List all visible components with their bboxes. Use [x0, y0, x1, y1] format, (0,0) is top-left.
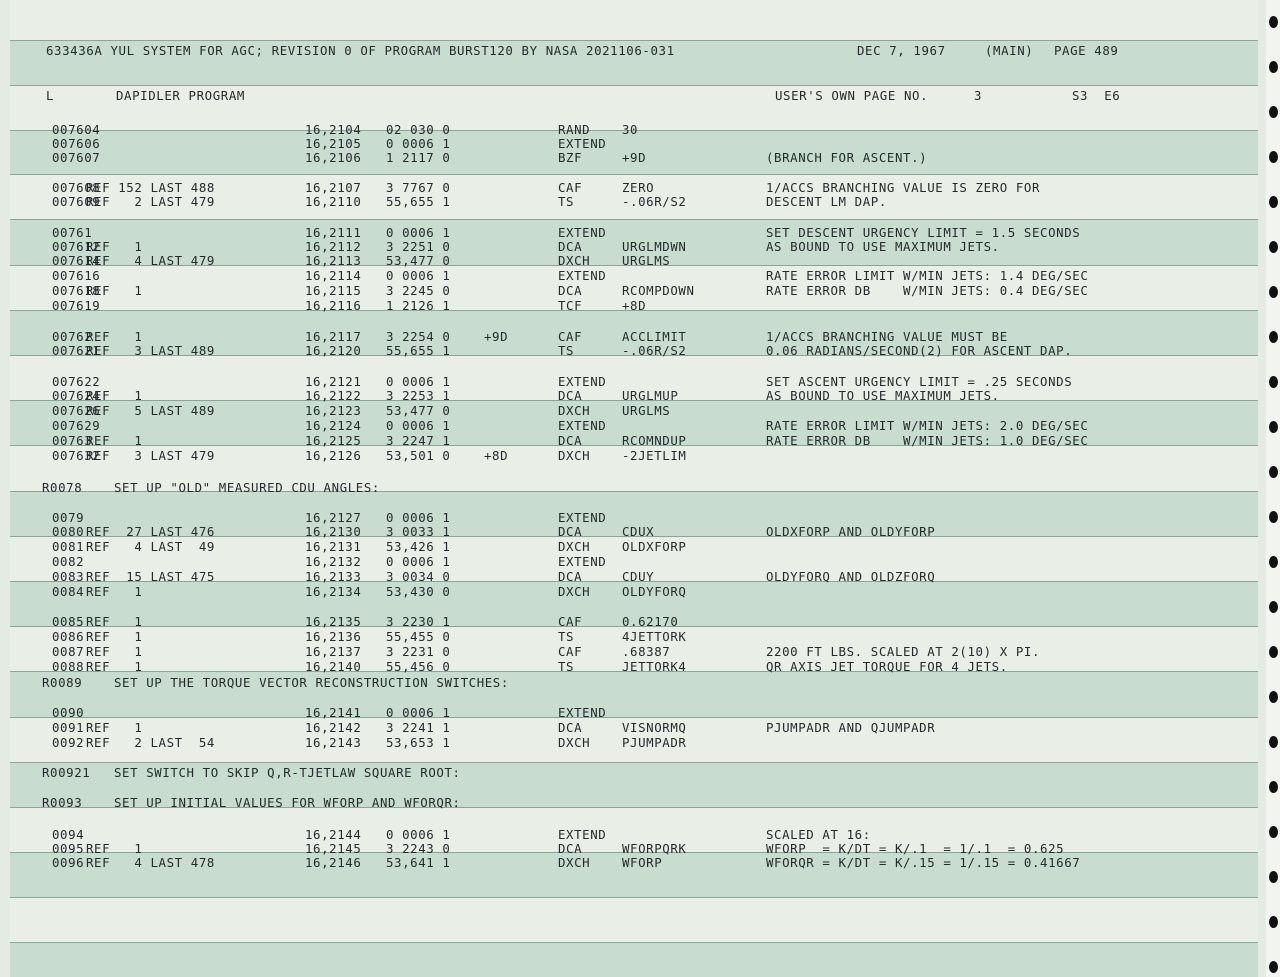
opcode: EXTEND [558, 225, 607, 240]
reference: REF 152 LAST 488 [86, 180, 215, 195]
comment: OLDXFORP AND OLDYFORP [766, 524, 936, 539]
octal-word: 55,655 1 [386, 194, 451, 209]
sprocket-hole [1269, 511, 1278, 523]
sprocket-hole [1269, 331, 1278, 343]
operand: OLDYFORQ [622, 584, 687, 599]
paper-band [10, 897, 1258, 942]
operand: -2JETLIM [622, 448, 687, 463]
octal-word: 3 2254 0 [386, 329, 451, 344]
sprocket-hole [1269, 61, 1278, 73]
memory-address: 16,2112 [305, 239, 362, 254]
opcode: TS [558, 343, 575, 358]
comment: RATE ERROR LIMIT W/MIN JETS: 2.0 DEG/SEC [766, 418, 1089, 433]
sequence-number: 0090 [52, 705, 85, 720]
reference: REF 1 [86, 239, 143, 254]
operand: WFORP [622, 855, 663, 870]
octal-word: 55,455 0 [386, 629, 451, 644]
reference: REF 1 [86, 283, 143, 298]
opcode: DXCH [558, 403, 591, 418]
remark-text: SET UP INITIAL VALUES FOR WFORP AND WFORQR: [114, 795, 461, 810]
sequence-number: 007612 [52, 239, 101, 254]
sequence-number: 0079 [52, 510, 85, 525]
band-rule [10, 897, 1258, 898]
octal-word: 1 2117 0 [386, 150, 451, 165]
sequence-number: 007608 [52, 180, 101, 195]
octal-word: 3 2243 0 [386, 841, 451, 856]
sprocket-hole [1269, 466, 1278, 478]
opcode: DXCH [558, 584, 591, 599]
comment: 2200 FT LBS. SCALED AT 2(10) X PI. [766, 644, 1041, 659]
reference: REF 27 LAST 476 [86, 524, 215, 539]
sequence-number: 007606 [52, 136, 101, 151]
operand: CDUX [622, 524, 655, 539]
sequence-number: 00761 [52, 225, 93, 240]
sequence-number: 0083 [52, 569, 85, 584]
reference: REF 3 LAST 489 [86, 343, 215, 358]
operand: URGLMS [622, 253, 671, 268]
sequence-number: 0091 [52, 720, 85, 735]
sprocket-hole [1269, 16, 1278, 28]
operand: WFORPQRK [622, 841, 687, 856]
opcode: BZF [558, 150, 583, 165]
page-codes: S3 E6 [1072, 88, 1121, 103]
opcode: DXCH [558, 855, 591, 870]
listing-section: (MAIN) [985, 43, 1034, 58]
octal-word: 55,655 1 [386, 343, 451, 358]
octal-word: 3 0033 1 [386, 524, 451, 539]
sprocket-hole [1269, 241, 1278, 253]
sequence-number: 007614 [52, 253, 101, 268]
sprocket-hole [1269, 106, 1278, 118]
octal-word: 3 2241 1 [386, 720, 451, 735]
sequence-number: 0088 [52, 659, 85, 674]
reference: REF 2 LAST 54 [86, 735, 215, 750]
sequence-number: 007609 [52, 194, 101, 209]
sequence-number: 0082 [52, 554, 85, 569]
memory-address: 16,2120 [305, 343, 362, 358]
paper-band [10, 942, 1258, 977]
opcode: DXCH [558, 735, 591, 750]
opcode: CAF [558, 180, 583, 195]
memory-address: 16,2132 [305, 554, 362, 569]
opcode: DCA [558, 239, 583, 254]
reference: REF 1 [86, 433, 143, 448]
memory-address: 16,2125 [305, 433, 362, 448]
sequence-number: 0095 [52, 841, 85, 856]
operand: OLDXFORP [622, 539, 687, 554]
reference: REF 1 [86, 584, 143, 599]
octal-word: 3 0034 0 [386, 569, 451, 584]
memory-address: 16,2114 [305, 268, 362, 283]
memory-address: 16,2134 [305, 584, 362, 599]
memory-address: 16,2133 [305, 569, 362, 584]
opcode: TS [558, 659, 575, 674]
octal-word: 02 030 0 [386, 122, 451, 137]
operand: +9D [622, 150, 647, 165]
opcode: TS [558, 629, 575, 644]
sequence-number: 0086 [52, 629, 85, 644]
sprocket-hole [1269, 286, 1278, 298]
operand: 30 [622, 122, 639, 137]
opcode: DXCH [558, 448, 591, 463]
paper-band [10, 0, 1258, 40]
memory-address: 16,2130 [305, 524, 362, 539]
users-page-label: USER'S OWN PAGE NO. [775, 88, 929, 103]
sprocket-hole [1269, 961, 1278, 973]
listing-title: 633436A YUL SYSTEM FOR AGC; REVISION 0 OF PROGRAM BURST120 BY NASA 2021106-031 [46, 43, 675, 58]
octal-word: 53,426 1 [386, 539, 451, 554]
reference: REF 4 LAST 479 [86, 253, 215, 268]
sprocket-hole [1269, 646, 1278, 658]
opcode: DCA [558, 433, 583, 448]
operand: -.06R/S2 [622, 343, 687, 358]
reference: REF 5 LAST 489 [86, 403, 215, 418]
location-tag: +9D [484, 329, 509, 344]
octal-word: 55,456 0 [386, 659, 451, 674]
band-rule [10, 85, 1258, 86]
sequence-number: 007626 [52, 403, 101, 418]
comment: QR AXIS JET TORQUE FOR 4 JETS. [766, 659, 1008, 674]
opcode: RAND [558, 122, 591, 137]
reference: REF 1 [86, 388, 143, 403]
operand: URGLMUP [622, 388, 679, 403]
memory-address: 16,2113 [305, 253, 362, 268]
comment: WFORQR = K/DT = K/.15 = 1/.15 = 0.41667 [766, 855, 1081, 870]
reference: REF 1 [86, 629, 143, 644]
memory-address: 16,2115 [305, 283, 362, 298]
band-rule [10, 762, 1258, 763]
comment: (BRANCH FOR ASCENT.) [766, 150, 928, 165]
users-page-number: 3 [974, 88, 983, 103]
reference: REF 1 [86, 841, 143, 856]
operand: .68387 [622, 644, 671, 659]
octal-word: 0 0006 1 [386, 510, 451, 525]
sequence-number: 007618 [52, 283, 101, 298]
sequence-number: 0084 [52, 584, 85, 599]
sequence-number: 007607 [52, 150, 101, 165]
comment: SET ASCENT URGENCY LIMIT = .25 SECONDS [766, 374, 1073, 389]
memory-address: 16,2116 [305, 298, 362, 313]
memory-address: 16,2106 [305, 150, 362, 165]
opcode: EXTEND [558, 374, 607, 389]
opcode: DXCH [558, 539, 591, 554]
reference: REF 1 [86, 614, 143, 629]
opcode: TS [558, 194, 575, 209]
sprocket-hole [1269, 556, 1278, 568]
sprocket-hole [1269, 871, 1278, 883]
comment: 1/ACCS BRANCHING VALUE IS ZERO FOR [766, 180, 1041, 195]
opcode: DCA [558, 524, 583, 539]
memory-address: 16,2142 [305, 720, 362, 735]
octal-word: 0 0006 1 [386, 827, 451, 842]
sequence-number: 0087 [52, 644, 85, 659]
comment: 1/ACCS BRANCHING VALUE MUST BE [766, 329, 1008, 344]
comment: OLDYFORQ AND OLDZFORQ [766, 569, 936, 584]
sequence-number: 00762 [52, 329, 93, 344]
band-rule [10, 174, 1258, 175]
memory-address: 16,2122 [305, 388, 362, 403]
reference: REF 4 LAST 49 [86, 539, 215, 554]
operand: 0.62170 [622, 614, 679, 629]
sequence-number: 00763 [52, 433, 93, 448]
memory-address: 16,2131 [305, 539, 362, 554]
program-name: DAPIDLER PROGRAM [116, 88, 245, 103]
sprocket-hole [1269, 151, 1278, 163]
remark-text: SET SWITCH TO SKIP Q,R-TJETLAW SQUARE ROOT: [114, 765, 461, 780]
octal-word: 0 0006 1 [386, 418, 451, 433]
opcode: DCA [558, 388, 583, 403]
sprocket-hole [1269, 826, 1278, 838]
memory-address: 16,2145 [305, 841, 362, 856]
memory-address: 16,2137 [305, 644, 362, 659]
octal-word: 0 0006 1 [386, 705, 451, 720]
memory-address: 16,2107 [305, 180, 362, 195]
octal-word: 0 0006 1 [386, 374, 451, 389]
memory-address: 16,2135 [305, 614, 362, 629]
reference: REF 4 LAST 478 [86, 855, 215, 870]
memory-address: 16,2104 [305, 122, 362, 137]
memory-address: 16,2143 [305, 735, 362, 750]
comment: RATE ERROR DB W/MIN JETS: 0.4 DEG/SEC [766, 283, 1089, 298]
sprocket-hole [1269, 601, 1278, 613]
sprocket-hole [1269, 916, 1278, 928]
operand: URGLMDWN [622, 239, 687, 254]
comment: 0.06 RADIANS/SECOND(2) FOR ASCENT DAP. [766, 343, 1073, 358]
sequence-number: 0085 [52, 614, 85, 629]
comment: RATE ERROR DB W/MIN JETS: 1.0 DEG/SEC [766, 433, 1089, 448]
band-rule [10, 942, 1258, 943]
octal-word: 0 0006 1 [386, 554, 451, 569]
reference: REF 2 LAST 479 [86, 194, 215, 209]
octal-word: 0 0006 1 [386, 225, 451, 240]
memory-address: 16,2127 [305, 510, 362, 525]
operand: -.06R/S2 [622, 194, 687, 209]
opcode: DCA [558, 283, 583, 298]
sprocket-hole [1269, 421, 1278, 433]
octal-word: 0 0006 1 [386, 136, 451, 151]
opcode: CAF [558, 614, 583, 629]
sprocket-hole [1269, 736, 1278, 748]
reference: REF 15 LAST 475 [86, 569, 215, 584]
comment: SET DESCENT URGENCY LIMIT = 1.5 SECONDS [766, 225, 1081, 240]
sequence-number: 0081 [52, 539, 85, 554]
sequence-number: 007624 [52, 388, 101, 403]
opcode: DCA [558, 841, 583, 856]
operand: URGLMS [622, 403, 671, 418]
comment: RATE ERROR LIMIT W/MIN JETS: 1.4 DEG/SEC [766, 268, 1089, 283]
octal-word: 53,477 0 [386, 403, 451, 418]
octal-word: 3 2253 1 [386, 388, 451, 403]
octal-word: 53,501 0 [386, 448, 451, 463]
opcode: EXTEND [558, 554, 607, 569]
operand: ACCLIMIT [622, 329, 687, 344]
memory-address: 16,2140 [305, 659, 362, 674]
operand: CDUY [622, 569, 655, 584]
opcode: CAF [558, 644, 583, 659]
remark-id: R0078 [42, 480, 83, 495]
opcode: TCF [558, 298, 583, 313]
sprocket-hole [1269, 691, 1278, 703]
opcode: DCA [558, 720, 583, 735]
sequence-number: 007621 [52, 343, 101, 358]
sequence-number: 0096 [52, 855, 85, 870]
remark-text: SET UP "OLD" MEASURED CDU ANGLES: [114, 480, 380, 495]
sprocket-hole [1269, 781, 1278, 793]
comment: AS BOUND TO USE MAXIMUM JETS. [766, 388, 1000, 403]
octal-word: 3 2231 0 [386, 644, 451, 659]
reference: REF 1 [86, 659, 143, 674]
opcode: EXTEND [558, 705, 607, 720]
memory-address: 16,2111 [305, 225, 362, 240]
listing-date: DEC 7, 1967 [857, 43, 946, 58]
sequence-number: 007629 [52, 418, 101, 433]
remark-id: R0093 [42, 795, 83, 810]
remark-id: R00921 [42, 765, 91, 780]
memory-address: 16,2105 [305, 136, 362, 151]
octal-word: 3 2230 1 [386, 614, 451, 629]
memory-address: 16,2144 [305, 827, 362, 842]
reference: REF 1 [86, 329, 143, 344]
octal-word: 3 2247 1 [386, 433, 451, 448]
sprocket-hole [1269, 376, 1278, 388]
comment: AS BOUND TO USE MAXIMUM JETS. [766, 239, 1000, 254]
sequence-number: 007616 [52, 268, 101, 283]
octal-word: 0 0006 1 [386, 268, 451, 283]
operand: JETTORK4 [622, 659, 687, 674]
operand: ZERO [622, 180, 655, 195]
memory-address: 16,2136 [305, 629, 362, 644]
reference: REF 3 LAST 479 [86, 448, 215, 463]
sprocket-hole [1269, 196, 1278, 208]
octal-word: 3 2245 0 [386, 283, 451, 298]
reference: REF 1 [86, 720, 143, 735]
opcode: EXTEND [558, 136, 607, 151]
octal-word: 53,477 0 [386, 253, 451, 268]
opcode: EXTEND [558, 268, 607, 283]
opcode: CAF [558, 329, 583, 344]
band-rule [10, 717, 1258, 718]
sequence-number: 0092 [52, 735, 85, 750]
memory-address: 16,2141 [305, 705, 362, 720]
sequence-number: 007619 [52, 298, 101, 313]
operand: VISNORMQ [622, 720, 687, 735]
remark-text: SET UP THE TORQUE VECTOR RECONSTRUCTION SWITCHES: [114, 675, 509, 690]
opcode: DXCH [558, 253, 591, 268]
memory-address: 16,2146 [305, 855, 362, 870]
octal-word: 3 2251 0 [386, 239, 451, 254]
sequence-number: 007632 [52, 448, 101, 463]
operand: RCOMPDOWN [622, 283, 695, 298]
memory-address: 16,2126 [305, 448, 362, 463]
comment: DESCENT LM DAP. [766, 194, 887, 209]
operand: PJUMPADR [622, 735, 687, 750]
remark-id: R0089 [42, 675, 83, 690]
listing-type: L [46, 88, 55, 103]
comment: WFORP = K/DT = K/.1 = 1/.1 = 0.625 [766, 841, 1065, 856]
band-rule [10, 219, 1258, 220]
memory-address: 16,2110 [305, 194, 362, 209]
sequence-number: 0094 [52, 827, 85, 842]
memory-address: 16,2123 [305, 403, 362, 418]
opcode: EXTEND [558, 827, 607, 842]
operand: RCOMNDUP [622, 433, 687, 448]
octal-word: 53,641 1 [386, 855, 451, 870]
band-rule [10, 40, 1258, 41]
operand: 4JETTORK [622, 629, 687, 644]
operand: +8D [622, 298, 647, 313]
comment: PJUMPADR AND QJUMPADR [766, 720, 936, 735]
opcode: EXTEND [558, 418, 607, 433]
comment: SCALED AT 16: [766, 827, 871, 842]
octal-word: 3 7767 0 [386, 180, 451, 195]
sequence-number: 007604 [52, 122, 101, 137]
sequence-number: 0080 [52, 524, 85, 539]
sequence-number: 007622 [52, 374, 101, 389]
location-tag: +8D [484, 448, 509, 463]
memory-address: 16,2124 [305, 418, 362, 433]
octal-word: 1 2126 1 [386, 298, 451, 313]
page-number: PAGE 489 [1054, 43, 1119, 58]
memory-address: 16,2121 [305, 374, 362, 389]
opcode: EXTEND [558, 510, 607, 525]
memory-address: 16,2117 [305, 329, 362, 344]
octal-word: 53,653 1 [386, 735, 451, 750]
octal-word: 53,430 0 [386, 584, 451, 599]
opcode: DCA [558, 569, 583, 584]
reference: REF 1 [86, 644, 143, 659]
